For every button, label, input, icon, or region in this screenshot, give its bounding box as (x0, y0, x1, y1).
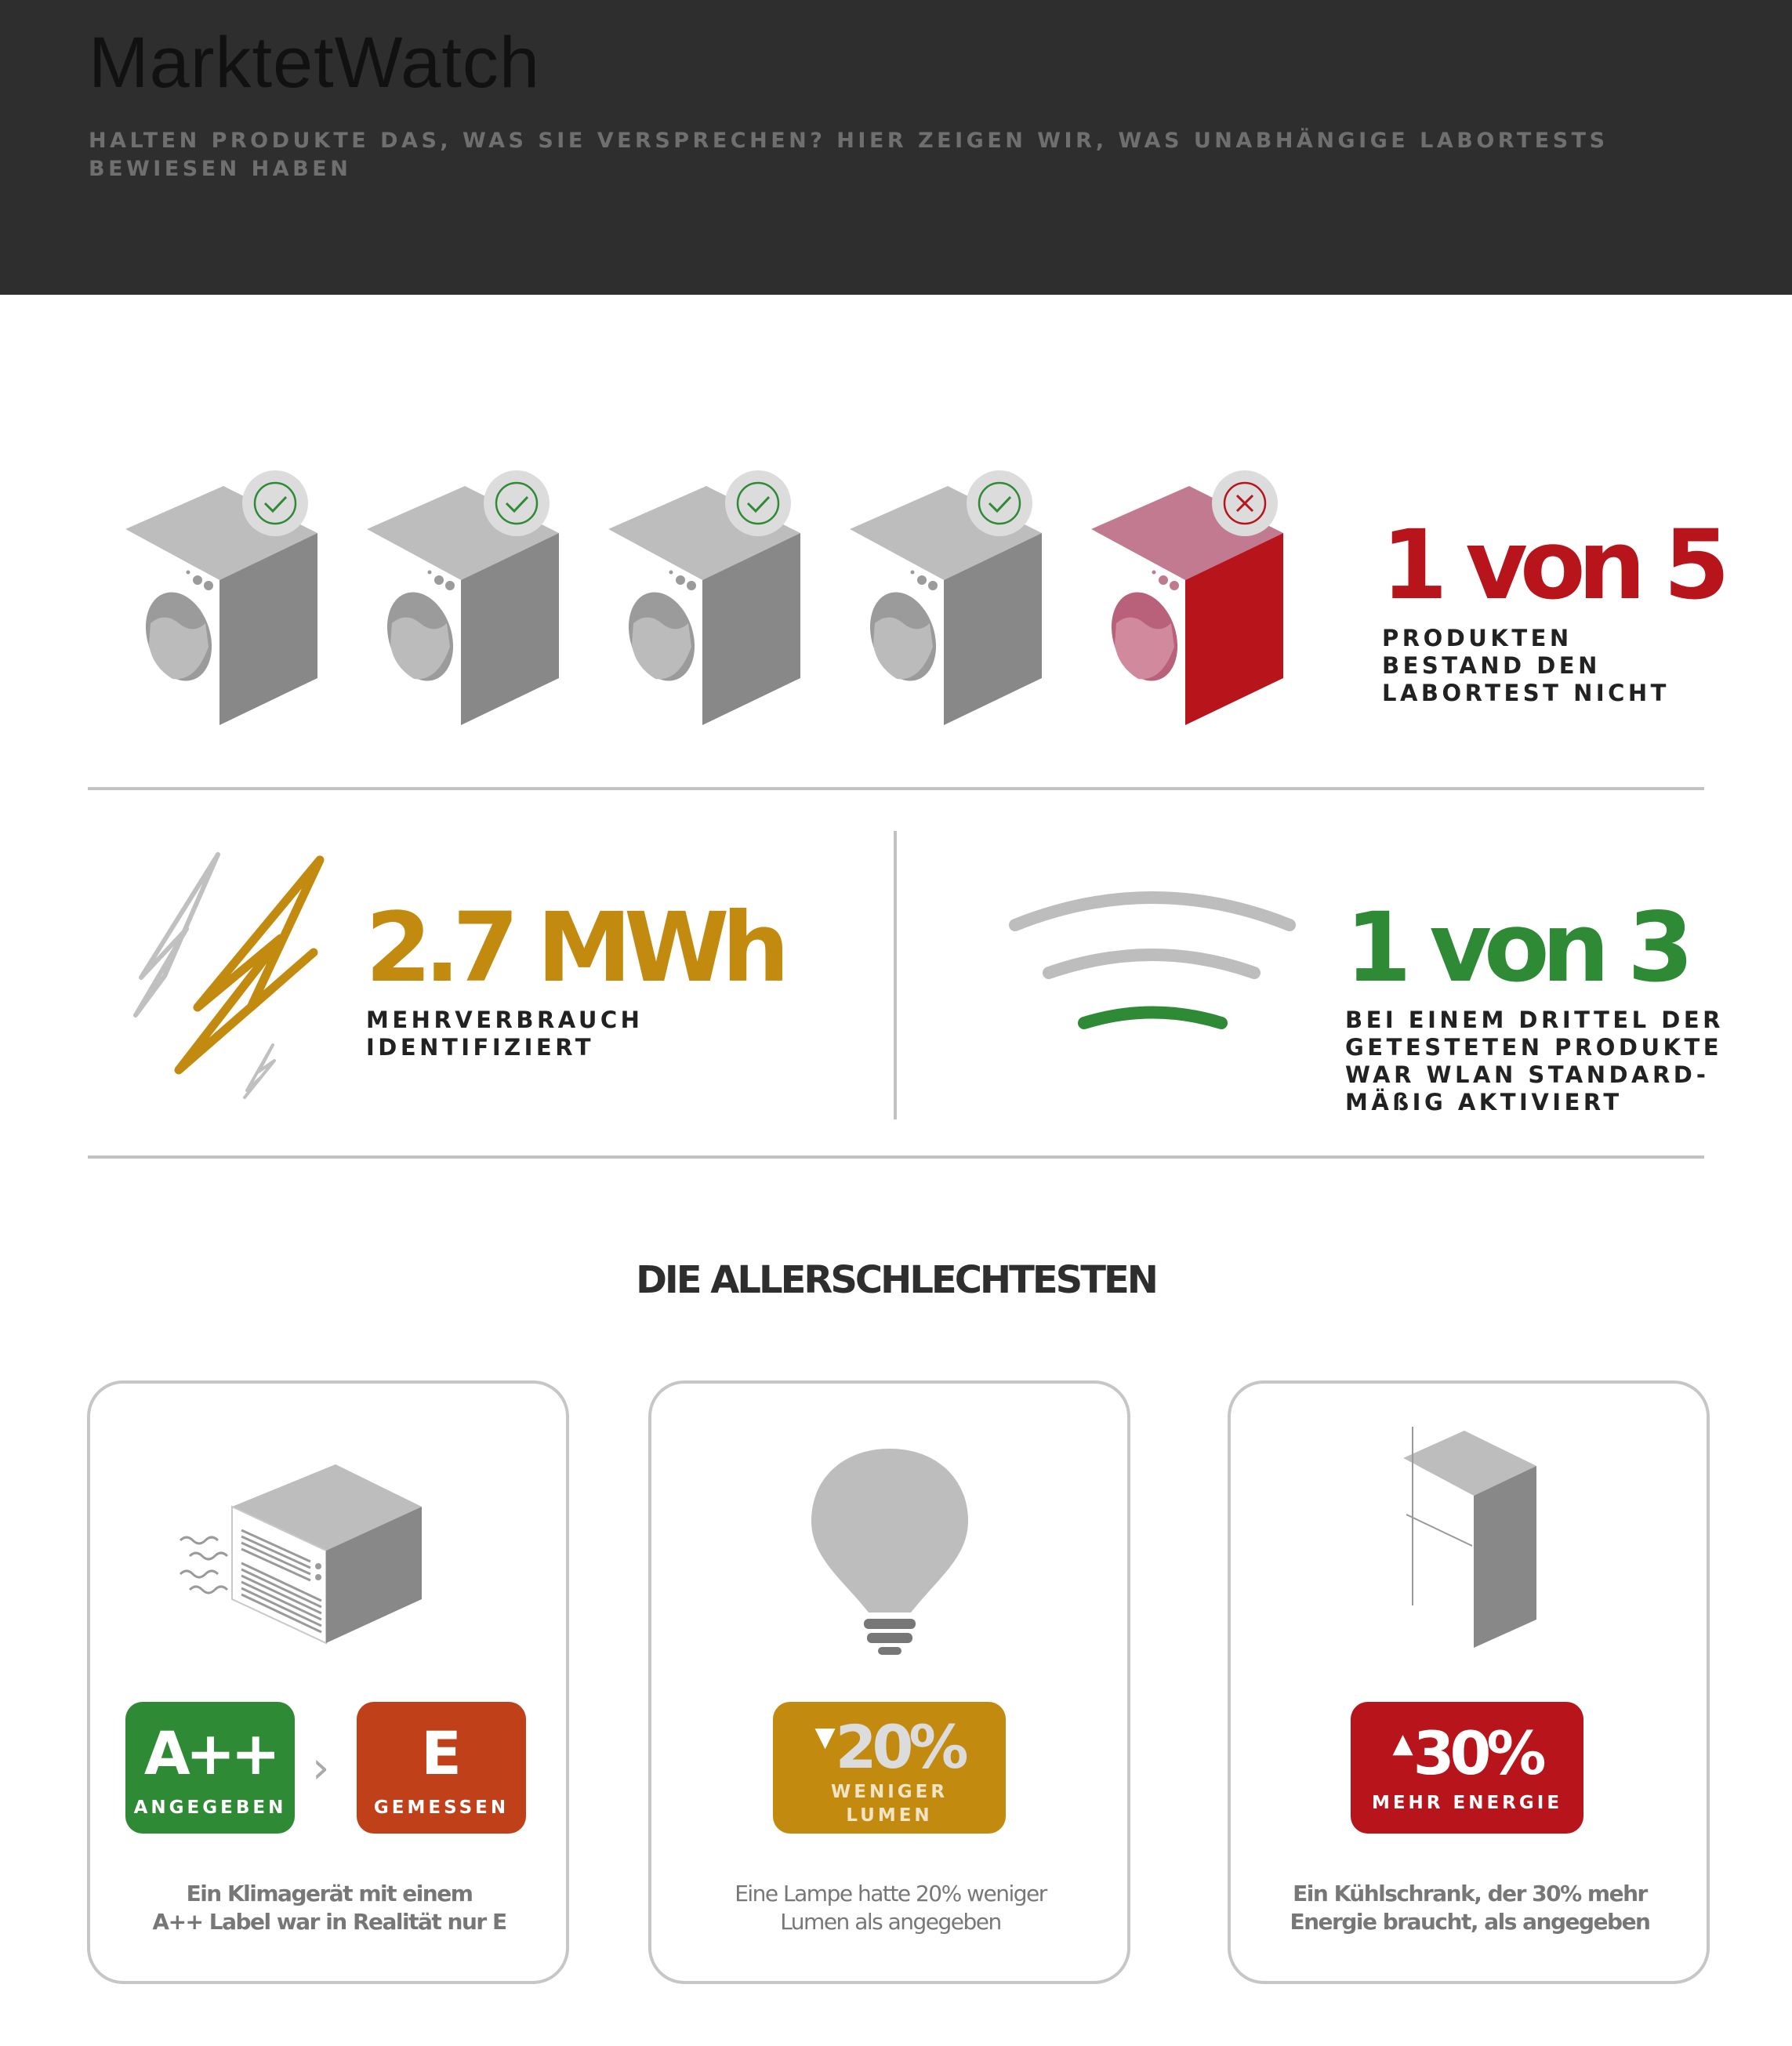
app-subtitle: HALTEN PRODUKTE DAS, WAS SIE VERSPRECHEN? HIER ZEIGEN WIR, WAS UNABHÄNGIGE LABORTESTS BEWIESEN HABEN (89, 129, 1609, 181)
cross-icon (1212, 470, 1278, 536)
lumen-badge (773, 1702, 1006, 1834)
measured-label-badge (357, 1702, 526, 1834)
failed-products-value: 1 von 5 (1381, 510, 1722, 621)
divider (894, 831, 897, 1119)
measured-label-value: E (421, 1718, 462, 1788)
air-conditioner-icon (172, 1458, 431, 1654)
declared-label-text: ANGEGEBEN (133, 1798, 287, 1818)
measured-label-text: GEMESSEN (373, 1798, 510, 1818)
lumen-label-line: LUMEN (846, 1805, 933, 1826)
caption-line: Energie braucht, als angegeben (1290, 1909, 1650, 1935)
app-title: MarktetWatch (89, 23, 541, 103)
divider (88, 787, 1704, 790)
divider (88, 1155, 1704, 1159)
caption-line: WAR WLAN STANDARD- (1345, 1061, 1710, 1088)
wifi-signal-icon (1003, 886, 1301, 1043)
card-caption (102, 1880, 557, 1936)
washing-machines-row (118, 463, 1309, 737)
energy-caption (366, 1007, 758, 1061)
declared-label-value: A++ (143, 1718, 277, 1788)
energy-badge-value: 30% (1413, 1718, 1542, 1788)
wifi-caption (1345, 1007, 1784, 1116)
lumen-label-line: WENIGER (830, 1782, 949, 1802)
check-icon (242, 470, 308, 536)
card-caption (663, 1880, 1118, 1936)
lumen-value: 20% (835, 1712, 964, 1782)
failed-products-caption (1382, 625, 1774, 707)
lightning-icon (125, 851, 329, 1105)
declared-label-badge (125, 1702, 295, 1834)
caption-line: Lumen als angegeben (780, 1909, 1001, 1935)
caption-line: LABORTEST NICHT (1382, 680, 1670, 706)
caption-line: BEI EINEM DRITTEL DER (1345, 1007, 1724, 1033)
check-icon (725, 470, 791, 536)
caption-line: Eine Lampe hatte 20% weniger (735, 1881, 1047, 1906)
arrow-up-icon: ▲ (1392, 1728, 1413, 1759)
light-bulb-icon (807, 1446, 972, 1658)
caption-line: PRODUKTEN (1382, 625, 1573, 651)
check-icon (967, 470, 1032, 536)
check-icon (484, 470, 550, 536)
caption-line: MEHRVERBRAUCH (366, 1007, 644, 1033)
caption-line: Ein Klimagerät mit einem (186, 1881, 473, 1906)
arrow-down-icon: ▼ (814, 1721, 836, 1753)
caption-line: IDENTIFIZIERT (366, 1034, 595, 1061)
lumen-label (773, 1780, 1006, 1827)
card-caption (1242, 1880, 1697, 1936)
caption-line: GETESTETEN PRODUKTE (1345, 1034, 1723, 1061)
caption-line: BESTAND DEN (1382, 652, 1601, 679)
section-title: DIE ALLERSCHLECHTESTEN (636, 1258, 1156, 1302)
energy-badge (1351, 1702, 1583, 1834)
caption-line: A++ Label war in Realität nur E (152, 1909, 506, 1935)
chevron-right-icon: › (312, 1743, 330, 1794)
energy-value: 2.7 MWh (365, 892, 782, 1003)
energy-badge-label: MEHR ENERGIE (1371, 1793, 1563, 1813)
caption-line: MÄßIG AKTIVIERT (1345, 1089, 1623, 1116)
refrigerator-icon (1395, 1427, 1552, 1654)
wifi-value: 1 von 3 (1345, 892, 1686, 1003)
caption-line: Ein Kühlschrank, der 30% mehr (1293, 1881, 1647, 1906)
